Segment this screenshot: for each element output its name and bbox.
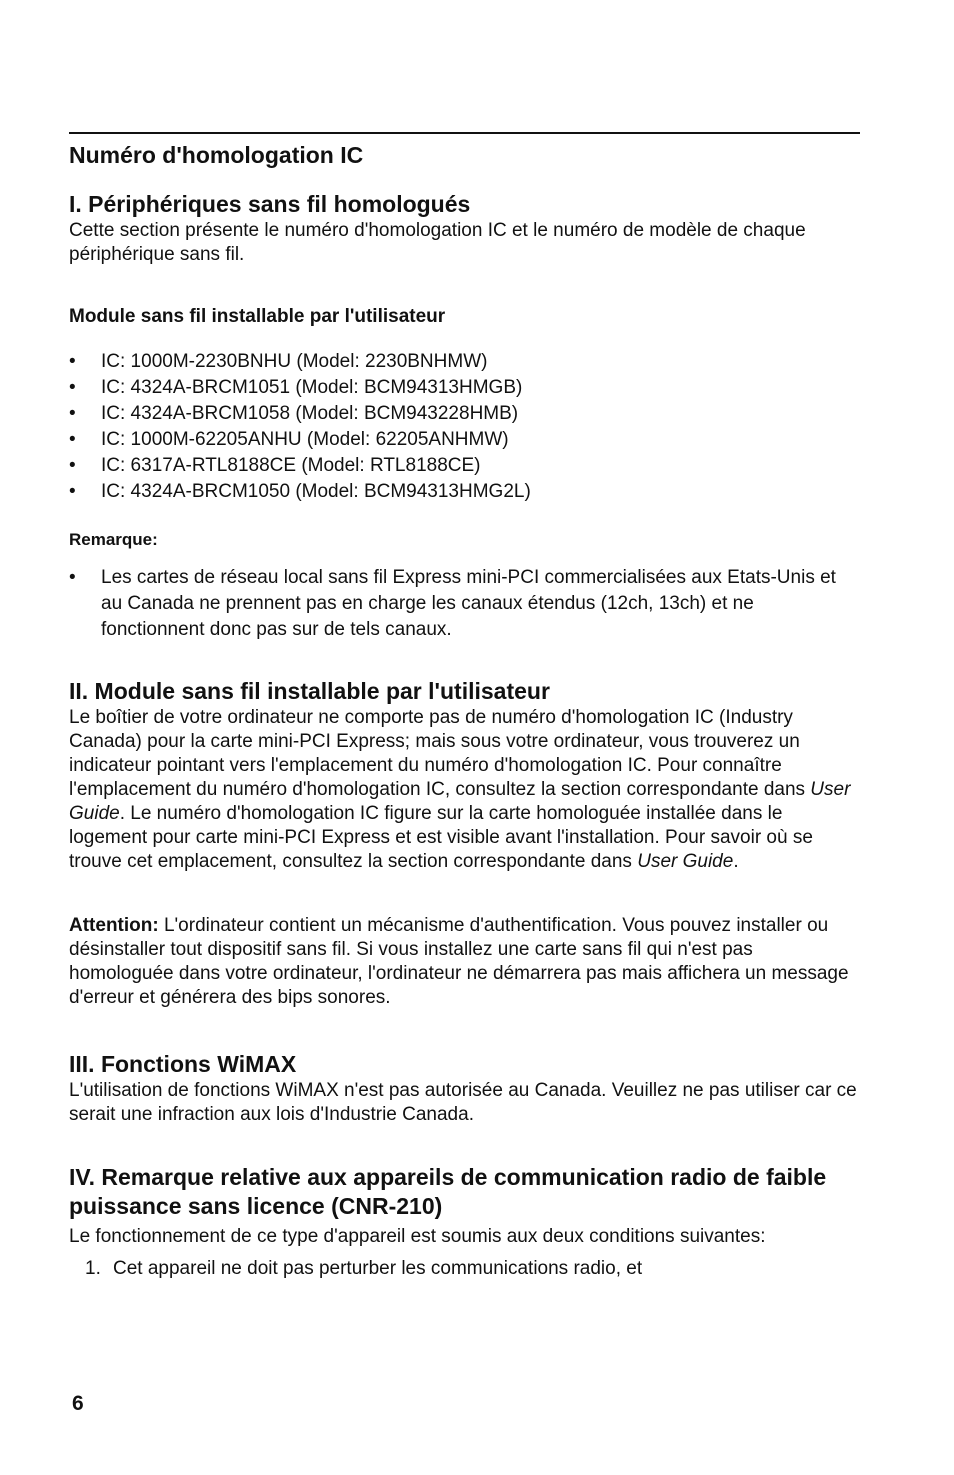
module-list (69, 349, 860, 505)
attention-label: Attention: (69, 915, 159, 936)
attention-text: L'ordinateur contient un mécanisme d'authentification. Vous pouvez installer ou désinstaller tout dispositif sans fil. Si vous installez une carte sans fil qui n'est pas homologuée dans votre ordinateur, l'ordinateur ne démarrera pas mais affichera un message d'erreur et générera des bips sonores. (69, 915, 849, 1008)
attention-paragraph (69, 914, 860, 1010)
list-item: • IC: 1000M-62205ANHU (Model: 62205ANHMW) (69, 427, 860, 453)
item-number: 1. (85, 1258, 101, 1279)
page-content (69, 132, 860, 1281)
list-item: • IC: 4324A-BRCM1051 (Model: BCM94313HMGB) (69, 375, 860, 401)
section-2-paragraph (69, 706, 860, 874)
section-4-title: IV. Remarque relative aux appareils de communication radio de faible puissance sans licence (CNR-210) (69, 1164, 827, 1219)
page-number: 6 (72, 1392, 84, 1415)
list-item: • IC: 4324A-BRCM1050 (Model: BCM94313HMG2L) (69, 479, 860, 505)
user-guide-ref: User Guide (637, 851, 734, 872)
conditions-list (69, 1257, 860, 1281)
note-list (69, 565, 860, 643)
paragraph-text: . (733, 851, 739, 872)
section-1-subtitle: Module sans fil installable par l'utilisateur (69, 306, 446, 327)
top-rule (69, 132, 860, 134)
list-item (69, 1257, 860, 1281)
section-2-title: II. Module sans fil installable par l'utilisateur (69, 678, 550, 704)
list-item: • Les cartes de réseau local sans fil Express mini-PCI commercialisées aux Etats-Unis et au Canada ne prennent pas en charge les canaux étendus (12ch, 13ch) et ne fonctionnent donc pas sur de tels canaux. (69, 565, 860, 643)
user-guide-ref: User Guide (69, 779, 851, 824)
list-item: • IC: 4324A-BRCM1058 (Model: BCM943228HMB) (69, 401, 860, 427)
item-text: Cet appareil ne doit pas perturber les communications radio, et (113, 1258, 643, 1279)
paragraph-text: . Le numéro d'homologation IC figure sur la carte homologuée installée dans le logement pour carte mini-PCI Express et est visible avant l'installation. Pour savoir où se trouve cet emplacement, consultez la section correspondante dans (69, 803, 813, 872)
section-4-text: Le fonctionnement de ce type d'appareil est soumis aux deux conditions suivantes: (69, 1226, 766, 1247)
list-item: • IC: 1000M-2230BNHU (Model: 2230BNHMW) (69, 349, 860, 375)
note-label: Remarque: (69, 530, 158, 549)
section-1-intro: Cette section présente le numéro d'homologation IC et le numéro de modèle de chaque périphérique sans fil. (69, 220, 806, 265)
section-1-title: I. Périphériques sans fil homologués (69, 191, 471, 217)
section-3-title: III. Fonctions WiMAX (69, 1051, 297, 1077)
paragraph-text: Le boîtier de votre ordinateur ne comporte pas de numéro d'homologation IC (Industry Canada) pour la carte mini-PCI Express; mais sous votre ordinateur, vous trouverez un indicateur pointant vers l'emplacement du numéro d'homologation IC. Pour connaître l'emplacement du numéro d'homologation IC, consultez la section correspondante dans (69, 707, 811, 800)
page-title: Numéro d'homologation IC (69, 142, 364, 168)
list-item: • IC: 6317A-RTL8188CE (Model: RTL8188CE) (69, 453, 860, 479)
section-3-text: L'utilisation de fonctions WiMAX n'est pas autorisée au Canada. Veuillez ne pas utiliser car ce serait une infraction aux lois d'Industrie Canada. (69, 1080, 857, 1125)
